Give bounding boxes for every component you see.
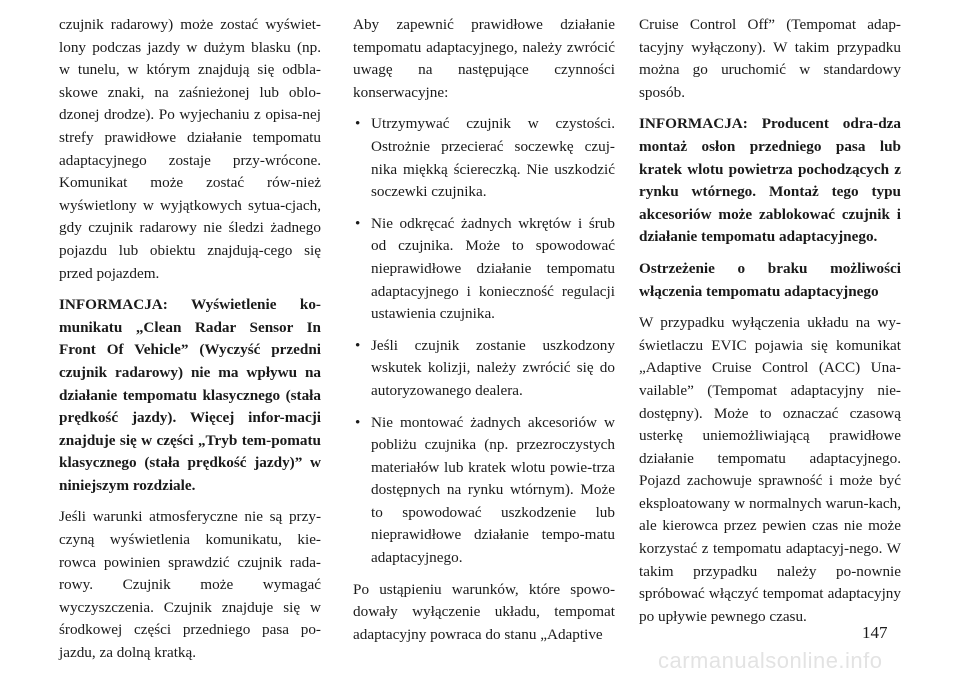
paragraph-radar-glare: czujnik radarowy) może zostać wyświet-lony podczas jazdy w dużym blasku (np. w tunelu, w którym znajdują się odbla-skowe znaki, na zaśnieżonej lub oblo-dzonej drodze). Po wyjechaniu z opisa-nej strefy prawidłowe działanie tempomatu adaptacyjnego zostaje przy-wrócone. Komunikat może zostać rów-nież wyświetlony w wyjątkowych sytua-cjach, gdy czujnik radarowy nie śledzi żadnego pojazdu lub obiektu znajdują-cego się przed pojazdem. <box>59 16 321 282</box>
note-aftermarket-accessories: INFORMACJA: Producent odra-dza montaż osłon przedniego pasa lub kratek wlotu powietrza pochodzących z rynku wtórnego. Montaż tego typu akcesoriów może zablokować czujnik i działanie tempomatu adaptacyjnego. <box>639 115 901 246</box>
watermark: carmanualsonline.info <box>658 648 883 673</box>
list-item: • Utrzymywać czujnik w czystości. Ostrożnie przecierać soczewkę czuj-nika miękką ściereczką. Nie uszkodzić soczewki czujnika. <box>353 113 615 203</box>
paragraph-maintenance-intro: Aby zapewnić prawidłowe działanie tempomatu adaptacyjnego, należy zwrócić uwagę na następujące czynności konserwacyjne: <box>353 16 615 101</box>
paragraph-conditions-cleared: Po ustąpieniu warunków, które spowo-dowały wyłączenie układu, tempomat adaptacyjny powraca do stanu „Adaptive <box>353 580 615 643</box>
note-clean-radar-sensor: INFORMACJA: Wyświetlenie ko-munikatu „Clean Radar Sensor In Front Of Vehicle” (Wyczyść przedni czujnik radarowy) nie ma wpływu na działanie tempomatu klasycznego (stała prędkość jazdy). Więcej infor-macji znajduje się w części „Tryb tem-pomatu klasycznego (stała prędkość jazdy)” w niniejszym rozdziale. <box>59 296 321 494</box>
page-number: 147 <box>862 623 888 642</box>
paragraph-acc-off: Cruise Control Off” (Tempomat adap-tacyjny wyłączony). W takim przypadku można go uruchomić w standardowy sposób. <box>639 16 901 101</box>
list-item: • Nie montować żadnych akcesoriów w pobliżu czujnika (np. przezroczystych materiałów lub kratek wlotu powie-trza dostępnych na rynku wtórnym). Może to spowodować uszkodzenie lub nieprawidłowe działanie tempo-matu adaptacyjnego. <box>353 412 615 570</box>
right-column <box>639 14 901 637</box>
middle-column <box>353 14 615 655</box>
paragraph-check-sensor: Jeśli warunki atmosferyczne nie są przy-czyną wyświetlenia komunikatu, kie-rowca powinien sprawdzić czujnik rada-rowy. Czujnik może wymagać wyczyszczenia. Czujnik znajduje się w środkowej części przedniego pasa po-jazdu, za dolną kratką. <box>59 508 321 662</box>
left-column <box>59 14 321 674</box>
list-item: • Nie odkręcać żadnych wkrętów i śrub od czujnika. Może to spowodować nieprawidłowe działanie tempomatu adaptacyjnego i konieczność regulacji ustawienia czujnika. <box>353 213 615 326</box>
list-item: • Jeśli czujnik zostanie uszkodzony wskutek kolizji, należy zwrócić się do autoryzowanego dealera. <box>353 335 615 403</box>
section-heading-acc-unavailable: Ostrzeżenie o braku możliwości włączenia tempomatu adaptacyjnego <box>639 259 901 300</box>
maintenance-list <box>353 113 615 569</box>
paragraph-acc-unavailable: W przypadku wyłączenia układu na wy-świetlaczu EVIC pojawia się komunikat „Adaptive Cruise Control (ACC) Una-vailable” (Tempomat adaptacyjny nie-dostępny). Może to oznaczać czasową usterkę uniemożliwiającą prawidłowe działanie tempomatu adaptacyjnego. Pojazd zachowuje sprawność i może być eksploatowany w normalnych warun-kach, ale kierowca przez pewien czas nie może korzystać z tempomatu adaptacyj-nego. W takim przypadku należy po-nownie spróbować włączyć tempomat adaptacyjny po upływie pewnego czasu. <box>639 314 901 625</box>
